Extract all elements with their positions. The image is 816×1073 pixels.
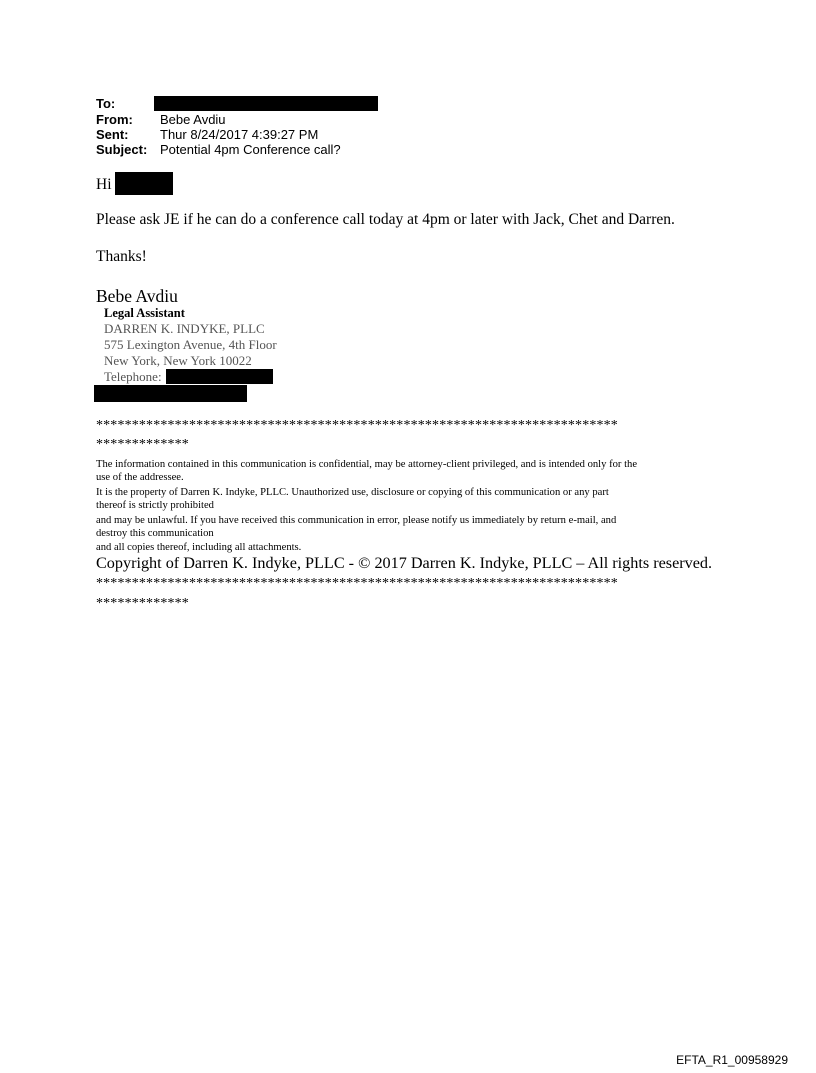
greeting-redaction (115, 172, 173, 195)
disclaimer-line-3: It is the property of Darren K. Indyke, PLLC. Unauthorized use, disclosure or copying of this communication or any part (96, 487, 609, 498)
sent-label: Sent: (96, 127, 129, 142)
from-value: Bebe Avdiu (160, 112, 226, 127)
signature-telephone-label: Telephone: (104, 369, 162, 384)
signature-firm: DARREN K. INDYKE, PLLC (104, 321, 265, 336)
disclaimer-line-1: The information contained in this communication is confidential, may be attorney-client privileged, and is intended only for the (96, 459, 638, 470)
disclaimer-stars-bottom: ************************************************************************* (96, 576, 618, 591)
signature-address-2: New York, New York 10022 (104, 353, 252, 368)
disclaimer-stars-top: ************************************************************************* (96, 418, 618, 433)
disclaimer-stars-top-cont: ************* (96, 437, 189, 452)
signature-line-redaction (94, 385, 247, 402)
to-redaction (154, 96, 378, 111)
disclaimer-line-6: destroy this communication (96, 528, 214, 539)
signature-address-1: 575 Lexington Avenue, 4th Floor (104, 337, 277, 352)
subject-value: Potential 4pm Conference call? (160, 142, 341, 157)
disclaimer-line-7: and all copies thereof, including all attachments. (96, 542, 302, 553)
disclaimer-line-4: thereof is strictly prohibited (96, 500, 214, 511)
signature-title: Legal Assistant (104, 306, 185, 320)
from-label: From: (96, 112, 133, 127)
sent-value: Thur 8/24/2017 4:39:27 PM (160, 127, 319, 142)
closing: Thanks! (96, 248, 147, 265)
subject-label: Subject: (96, 142, 148, 157)
disclaimer-line-2: use of the addressee. (96, 472, 184, 483)
document-id: EFTA_R1_00958929 (676, 1053, 788, 1067)
signature-name: Bebe Avdiu (96, 286, 178, 306)
message-body: Please ask JE if he can do a conference call today at 4pm or later with Jack, Chet and Darren. (96, 211, 675, 228)
greeting: Hi (96, 176, 112, 193)
disclaimer-stars-bottom-cont: ************* (96, 596, 189, 611)
to-label: To: (96, 96, 116, 111)
disclaimer-line-5: and may be unlawful. If you have received this communication in error, please notify us immediately by return e-mail, and (96, 515, 617, 526)
telephone-redaction (166, 369, 273, 384)
copyright-notice: Copyright of Darren K. Indyke, PLLC - © 2017 Darren K. Indyke, PLLC – All rights reserved. (96, 554, 713, 572)
